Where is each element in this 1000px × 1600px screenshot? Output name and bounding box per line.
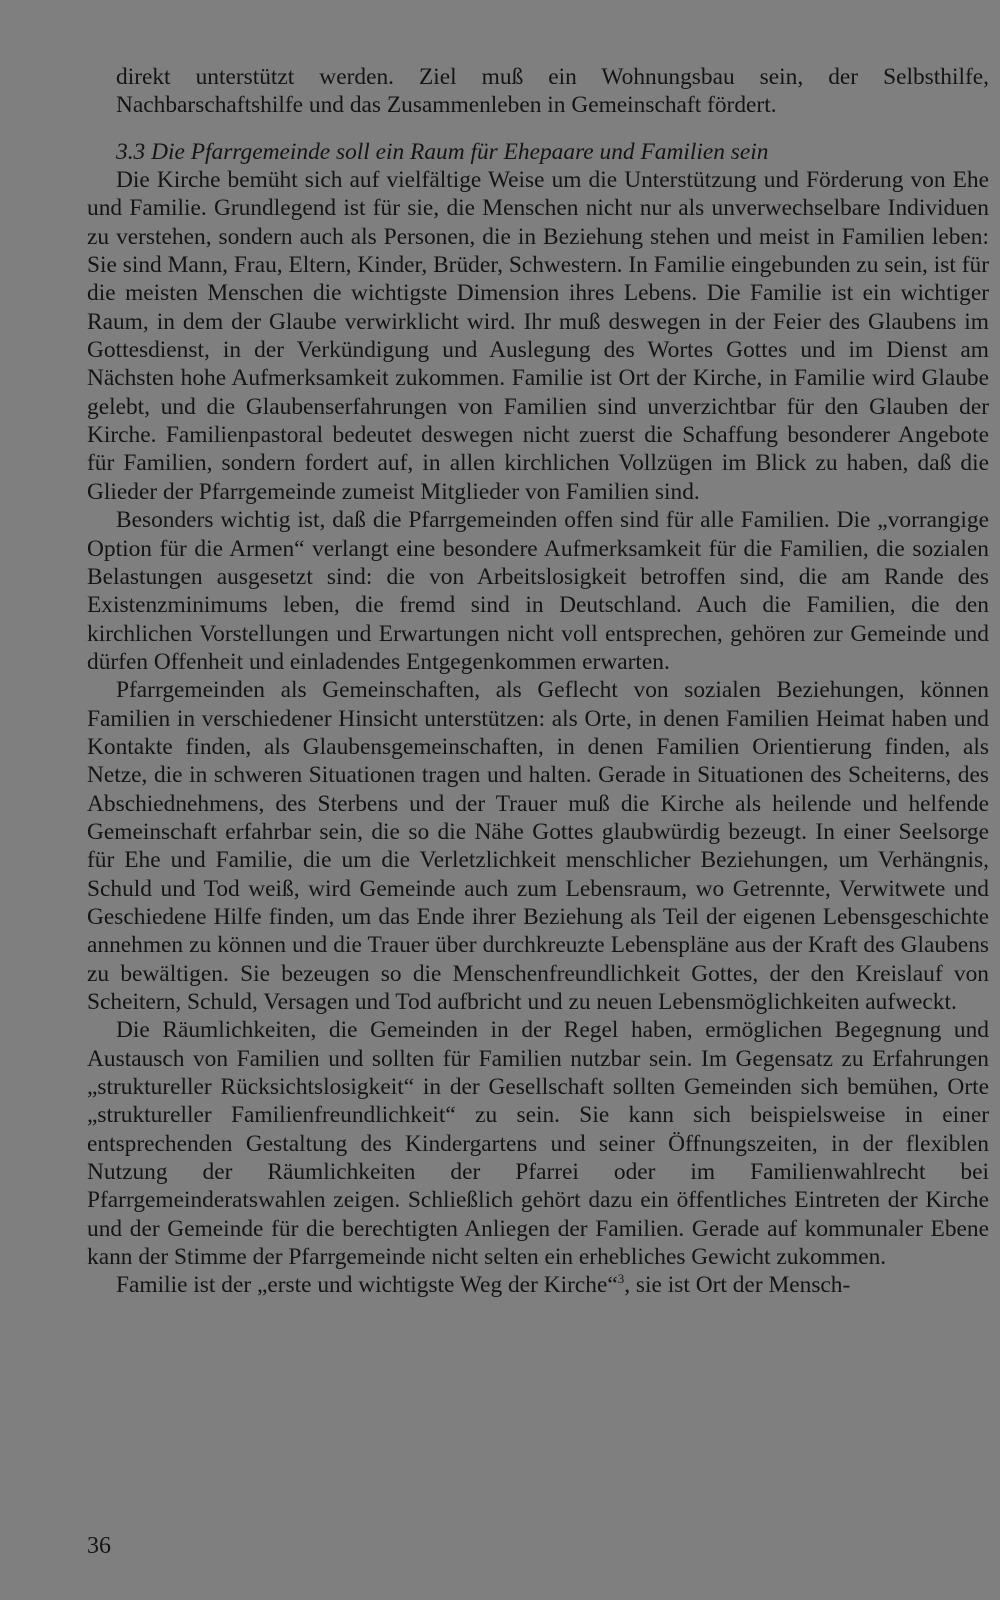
body-paragraph-5 xyxy=(87,1271,989,1299)
body-paragraph-2: Besonders wichtig ist, daß die Pfarrgemeinden offen sind für alle Familien. Die „vorrangige Option für die Armen“ verlangt eine besondere Aufmerksamkeit für die Familien, die sozialen Belastungen ausgesetzt sind: die von Arbeitslosigkeit betroffen sind, die am Rande des Existenzminimums leben, die fremd sind in Deutschland. Auch die Familien, die den kirchlichen Vorstellungen und Erwartungen nicht voll entsprechen, gehören zur Gemeinde und dürfen Offenheit und einladendes Entgegenkommen erwarten. xyxy=(87,507,989,675)
paragraph-5-text-end: , sie ist Ort der Mensch- xyxy=(624,1272,851,1299)
body-paragraph-4: Die Räumlichkeiten, die Gemeinden in der Regel haben, ermöglichen Begegnung und Austausch von Familien und sollten für Familien nutzbar sein. Im Gegensatz zu Erfahrungen „struktureller Rücksichtslosigkeit“ in der Gesellschaft sollten Gemeinden sich bemühen, Orte „struktureller Familienfreundlichkeit“ zu sein. Sie kann sich beispielsweise in einer entsprechenden Gestaltung des Kindergartens und seiner Öffnungszeiten, in der flexiblen Nutzung der Räumlichkeiten der Pfarrei oder im Familienwahlrecht bei Pfarrgemeinderatswahlen zeigen. Schließlich gehört dazu ein öffentliches Eintreten der Kirche und der Gemeinde für die berechtigten Anliegen der Familien. Gerade auf kommunaler Ebene kann der Stimme der Pfarrgemeinde nicht selten ein erhebliches Gewicht zukommen. xyxy=(87,1017,989,1271)
page-number: 36 xyxy=(87,1533,111,1559)
paragraph-5-text-start: Familie ist der „erste und wichtigste Weg der Kirche“ xyxy=(116,1272,618,1299)
page-body xyxy=(87,63,989,1300)
section-heading: 3.3 Die Pfarrgemeinde soll ein Raum für Ehepaare und Familien sein xyxy=(116,138,769,165)
body-paragraph-1: Die Kirche bemüht sich auf vielfältige Weise um die Unterstützung und Förderung von Ehe und Familie. Grundlegend ist für sie, die Menschen nicht nur als unverwechselbare Individuen zu verstehen, sondern auch als Personen, die in Beziehung stehen und meist in Familien leben: Sie sind Mann, Frau, Eltern, Kinder, Brüder, Schwestern. In Familie eingebunden zu sein, ist für die meisten Menschen die wichtigste Dimension ihres Lebens. Die Familie ist ein wichtiger Raum, in dem der Glaube verwirklicht wird. Ihr muß deswegen in der Feier des Glaubens im Gottesdienst, in der Verkündigung und Auslegung des Wortes Gottes und im Dienst am Nächsten hohe Aufmerksamkeit zukommen. Familie ist Ort der Kirche, in Familie wird Glaube gelebt, und die Glaubenserfahrungen von Familien sind unverzichtbar für den Glauben der Kirche. Familienpastoral bedeutet deswegen nicht zuerst die Schaffung besonderer Angebote für Familien, sondern fordert auf, in allen kirchlichen Vollzügen im Blick zu haben, daß die Glieder der Pfarrgemeinde zumeist Mitglieder von Familien sind. xyxy=(87,167,989,505)
continuation-paragraph: direkt unterstützt werden. Ziel muß ein Wohnungsbau sein, der Selbsthilfe, Nachbarschaftshilfe und das Zusammenleben in Gemeinschaft fördert. xyxy=(116,64,989,119)
footnote-reference: 3 xyxy=(617,1271,625,1287)
body-paragraph-3: Pfarrgemeinden als Gemeinschaften, als Geflecht von sozialen Beziehungen, können Familien in verschiedener Hinsicht unterstützen: als Orte, in denen Familien Heimat haben und Kontakte finden, als Glaubensgemeinschaften, in denen Familien Orientierung finden, als Netze, die in schweren Situationen tragen und halten. Gerade in Situationen des Scheiterns, des Abschiednehmens, des Sterbens und der Trauer muß die Kirche als heilende und helfende Gemeinschaft erfahrbar sein, die so die Nähe Gottes glaubwürdig bezeugt. In einer Seelsorge für Ehe und Familie, die um die Verletzlichkeit menschlicher Beziehungen, um Verhängnis, Schuld und Tod weiß, wird Gemeinde auch zum Lebensraum, wo Getrennte, Verwitwete und Geschiedene Hilfe finden, um das Ende ihrer Beziehung als Teil der eigenen Lebensgeschichte annehmen zu können und die Trauer über durchkreuzte Lebenspläne aus der Kraft des Glaubens zu bewältigen. Sie bezeugen so die Menschenfreundlichkeit Gottes, der den Kreislauf von Scheitern, Schuld, Versagen und Tod aufbricht und zu neuen Lebensmöglichkeiten aufweckt. xyxy=(87,677,989,1015)
